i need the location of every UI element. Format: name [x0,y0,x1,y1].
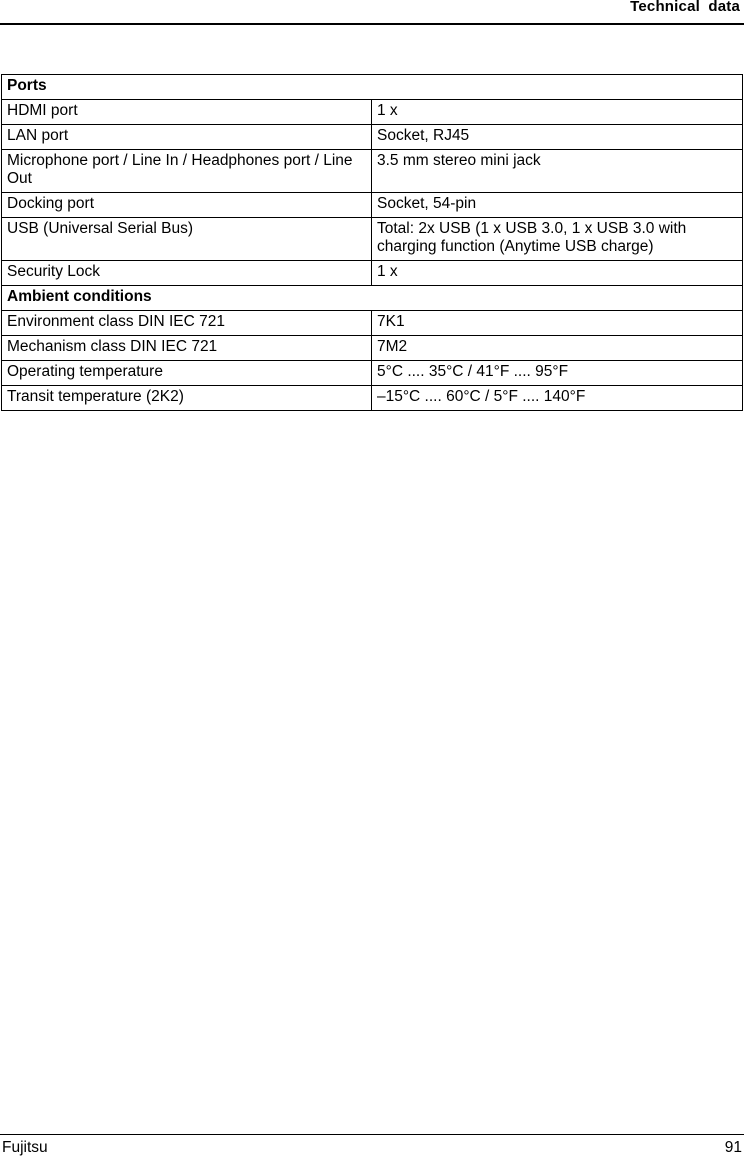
spec-value: Total: 2x USB (1 x USB 3.0, 1 x USB 3.0 with charging function (Anytime USB charge) [372,218,743,261]
section-title-ambient-conditions: Ambient conditions [2,286,743,311]
table-row [2,336,743,361]
table-row [2,261,743,286]
section-header-row [2,286,743,311]
spec-label: LAN port [2,125,372,150]
spec-value: Socket, 54-pin [372,193,743,218]
page-header-title: Technical data [630,0,740,15]
spec-value: 1 x [372,100,743,125]
footer-brand: Fujitsu [2,1139,48,1156]
spec-label: Transit temperature (2K2) [2,386,372,411]
table-row [2,125,743,150]
footer-divider [0,1134,744,1135]
spec-label: Environment class DIN IEC 721 [2,311,372,336]
spec-label: Security Lock [2,261,372,286]
table-row [2,100,743,125]
spec-value: 7M2 [372,336,743,361]
section-header-row [2,75,743,100]
spec-value: 7K1 [372,311,743,336]
table-row [2,150,743,193]
table-row [2,386,743,411]
spec-value: –15°C .... 60°C / 5°F .... 140°F [372,386,743,411]
table-row [2,311,743,336]
header-divider [0,23,744,25]
spec-label: Mechanism class DIN IEC 721 [2,336,372,361]
spec-label: Docking port [2,193,372,218]
spec-value: 3.5 mm stereo mini jack [372,150,743,193]
spec-value: 5°C .... 35°C / 41°F .... 95°F [372,361,743,386]
spec-value: Socket, RJ45 [372,125,743,150]
spec-label: Operating temperature [2,361,372,386]
technical-data-table [1,74,743,411]
table-row [2,361,743,386]
table-row [2,193,743,218]
spec-label: USB (Universal Serial Bus) [2,218,372,261]
spec-label: HDMI port [2,100,372,125]
page-number: 91 [724,1139,742,1156]
table-row [2,218,743,261]
spec-label: Microphone port / Line In / Headphones port / Line Out [2,150,372,193]
section-title-ports: Ports [2,75,743,100]
spec-value: 1 x [372,261,743,286]
